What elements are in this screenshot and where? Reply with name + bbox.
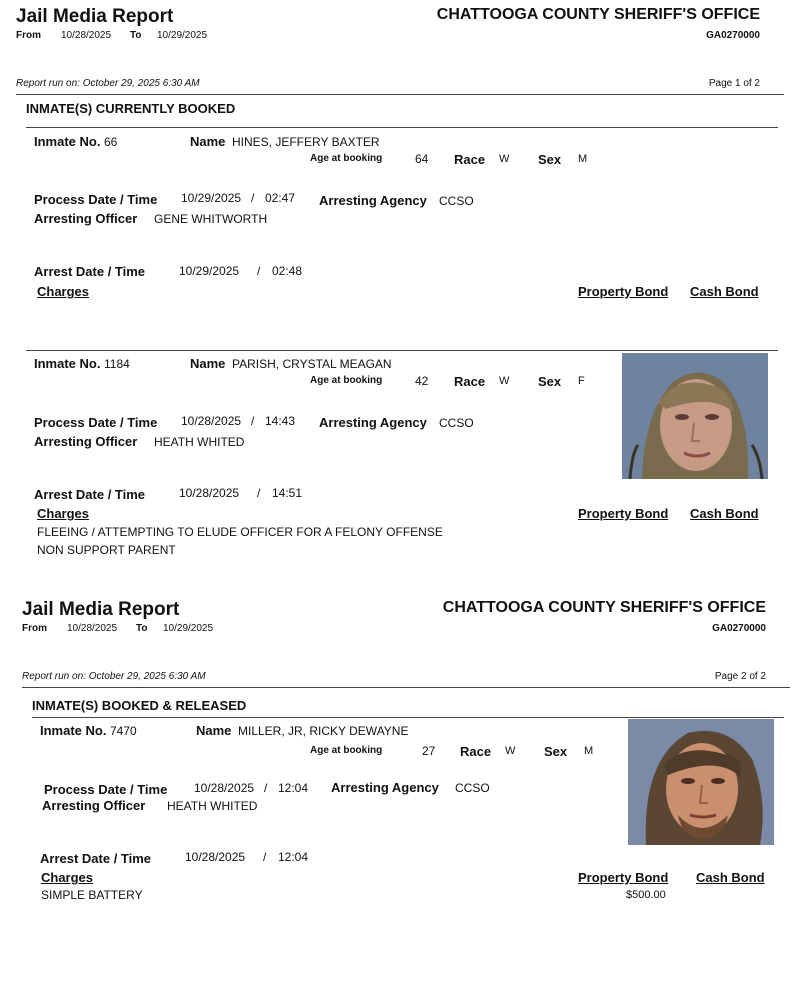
- agency-value: CCSO: [439, 194, 474, 208]
- arrest-label: Arrest Date / Time: [34, 264, 146, 279]
- sex-value: M: [584, 745, 594, 757]
- name-value: HINES, JEFFERY BAXTER: [232, 135, 380, 149]
- inmate-photo: [628, 719, 774, 845]
- property-bond-label: Property Bond: [578, 870, 669, 885]
- officer-value: HEATH WHITED: [167, 799, 258, 813]
- from-label: From: [16, 30, 41, 41]
- from-date: 10/28/2025: [61, 30, 112, 41]
- divider: [26, 350, 778, 351]
- charge-item: SIMPLE BATTERY: [41, 888, 143, 902]
- property-bond-value: $500.00: [626, 889, 666, 901]
- arrest-time: 12:04: [278, 850, 309, 864]
- officer-value: GENE WHITWORTH: [154, 212, 268, 226]
- charge-item: FLEEING / ATTEMPTING TO ELUDE OFFICER FOR A FELONY OFFENSE: [37, 525, 443, 539]
- to-date: 10/29/2025: [157, 30, 208, 41]
- charge-item: NON SUPPORT PARENT: [37, 543, 176, 557]
- slash: /: [263, 850, 267, 864]
- age-label: Age at booking: [310, 153, 383, 164]
- slash: /: [264, 781, 268, 795]
- from-date: 10/28/2025: [67, 623, 118, 634]
- cash-bond-label: Cash Bond: [690, 506, 759, 521]
- inmate-no-value: 1184: [104, 357, 130, 371]
- slash: /: [251, 191, 255, 205]
- process-date: 10/28/2025: [194, 781, 255, 795]
- arrest-label: Arrest Date / Time: [34, 487, 146, 502]
- process-time: 02:47: [265, 191, 296, 205]
- age-label: Age at booking: [310, 375, 383, 386]
- age-value: 42: [415, 374, 429, 388]
- sex-label: Sex: [538, 374, 562, 389]
- section-heading: INMATE(S) BOOKED & RELEASED: [32, 698, 247, 713]
- age-label: Age at booking: [310, 745, 383, 756]
- divider: [22, 687, 790, 688]
- race-label: Race: [454, 374, 486, 389]
- arrest-time: 14:51: [272, 486, 303, 500]
- inmate-no-value: 66: [104, 135, 118, 149]
- agency-label: Arresting Agency: [331, 780, 439, 795]
- ori-code: GA0270000: [712, 623, 766, 634]
- page-number: Page 1 of 2: [708, 78, 760, 89]
- sex-label: Sex: [538, 152, 562, 167]
- inmate-photo: [622, 353, 768, 479]
- charges-label: Charges: [41, 870, 94, 885]
- name-value: MILLER, JR, RICKY DEWAYNE: [238, 724, 409, 738]
- slash: /: [257, 264, 261, 278]
- to-label: To: [136, 623, 148, 634]
- race-label: Race: [460, 744, 492, 759]
- cash-bond-label: Cash Bond: [690, 284, 759, 299]
- race-label: Race: [454, 152, 486, 167]
- slash: /: [257, 486, 261, 500]
- agency-name: CHATTOOGA COUNTY SHERIFF'S OFFICE: [442, 599, 766, 616]
- agency-label: Arresting Agency: [319, 415, 427, 430]
- sex-label: Sex: [544, 744, 568, 759]
- arrest-time: 02:48: [272, 264, 303, 278]
- cash-bond-label: Cash Bond: [696, 870, 765, 885]
- inmate-no-label: Inmate No.: [40, 723, 107, 738]
- to-date: 10/29/2025: [163, 623, 214, 634]
- officer-label: Arresting Officer: [42, 798, 146, 813]
- age-value: 27: [422, 744, 436, 758]
- report-title: Jail Media Report: [16, 6, 174, 27]
- process-label: Process Date / Time: [44, 782, 168, 797]
- arrest-date: 10/29/2025: [179, 264, 240, 278]
- arrest-date: 10/28/2025: [185, 850, 246, 864]
- process-label: Process Date / Time: [34, 192, 158, 207]
- inmate-no-value: 7470: [110, 724, 137, 738]
- sex-value: F: [578, 375, 585, 387]
- report-run-on: Report run on: October 29, 2025 6:30 AM: [22, 671, 206, 682]
- inmate-no-label: Inmate No.: [34, 134, 101, 149]
- officer-label: Arresting Officer: [34, 434, 138, 449]
- process-time: 14:43: [265, 414, 296, 428]
- agency-name: CHATTOOGA COUNTY SHERIFF'S OFFICE: [436, 6, 760, 23]
- from-label: From: [22, 623, 47, 634]
- charges-label: Charges: [37, 284, 90, 299]
- process-label: Process Date / Time: [34, 415, 158, 430]
- arrest-label: Arrest Date / Time: [40, 851, 152, 866]
- process-date: 10/29/2025: [181, 191, 242, 205]
- section-heading: INMATE(S) CURRENTLY BOOKED: [26, 101, 236, 116]
- inmate-no-label: Inmate No.: [34, 356, 101, 371]
- agency-value: CCSO: [455, 781, 490, 795]
- report-run-on: Report run on: October 29, 2025 6:30 AM: [16, 78, 200, 89]
- officer-value: HEATH WHITED: [154, 435, 245, 449]
- name-label: Name: [190, 356, 226, 371]
- charges-label: Charges: [37, 506, 90, 521]
- to-label: To: [130, 30, 142, 41]
- divider: [16, 94, 784, 95]
- race-value: W: [499, 375, 510, 387]
- agency-value: CCSO: [439, 416, 474, 430]
- sex-value: M: [578, 153, 588, 165]
- divider: [32, 717, 784, 718]
- page-number: Page 2 of 2: [714, 671, 766, 682]
- ori-code: GA0270000: [706, 30, 760, 41]
- name-value: PARISH, CRYSTAL MEAGAN: [232, 357, 392, 371]
- name-label: Name: [190, 134, 226, 149]
- divider: [26, 127, 778, 128]
- race-value: W: [499, 153, 510, 165]
- arrest-date: 10/28/2025: [179, 486, 240, 500]
- slash: /: [251, 414, 255, 428]
- age-value: 64: [415, 152, 429, 166]
- process-date: 10/28/2025: [181, 414, 242, 428]
- property-bond-label: Property Bond: [578, 284, 669, 299]
- property-bond-label: Property Bond: [578, 506, 669, 521]
- officer-label: Arresting Officer: [34, 211, 138, 226]
- process-time: 12:04: [278, 781, 309, 795]
- name-label: Name: [196, 723, 232, 738]
- agency-label: Arresting Agency: [319, 193, 427, 208]
- race-value: W: [505, 745, 516, 757]
- report-title: Jail Media Report: [22, 599, 180, 620]
